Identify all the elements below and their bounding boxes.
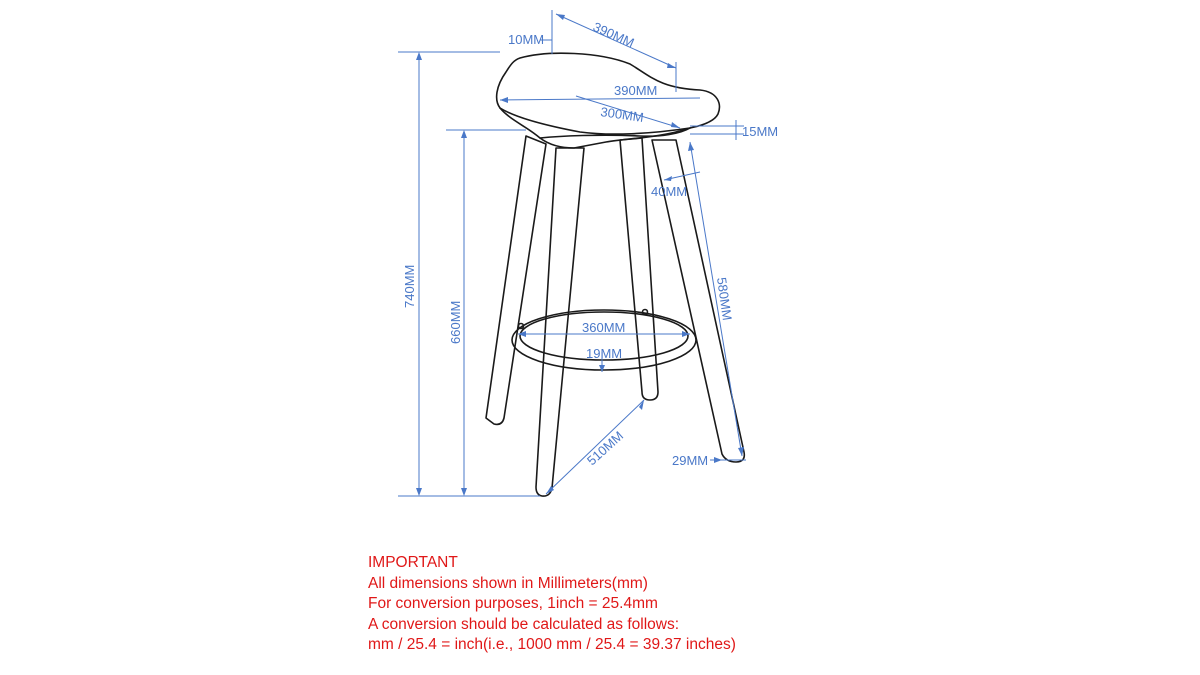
leg-back-right xyxy=(620,138,658,400)
footrest-bolt-right xyxy=(643,310,648,315)
notes-line-1: All dimensions shown in Millimeters(mm) xyxy=(368,574,648,592)
label-footrest-diameter: 360MM xyxy=(582,320,626,335)
leg-front-left xyxy=(536,148,584,496)
notes-line-2: For conversion purposes, 1inch = 25.4mm xyxy=(368,595,658,612)
notes-line-3: A conversion should be calculated as follows: xyxy=(368,615,680,633)
label-seat-top-width: 390MM xyxy=(590,19,637,51)
label-base-span: 510MM xyxy=(583,428,627,469)
label-footrest-thickness: 19MM xyxy=(586,346,623,361)
seat-top xyxy=(497,53,720,134)
seat-edge xyxy=(540,128,690,138)
label-leg-length: 580MM xyxy=(714,276,735,322)
leg-back-left xyxy=(486,136,546,424)
label-seat-lip: 10MM xyxy=(508,32,545,47)
important-notes xyxy=(368,553,736,656)
label-seat-thickness: 15MM xyxy=(742,124,779,139)
seat-shell xyxy=(500,108,690,148)
label-seat-inner: 300MM xyxy=(599,104,645,126)
notes-heading: IMPORTANT xyxy=(368,554,458,571)
notes-line-4: mm / 25.4 = inch(i.e., 1000 mm / 25.4 = 39.37 inches) xyxy=(368,636,736,653)
label-seat-depth: 390MM xyxy=(614,83,658,98)
label-overall-height: 740MM xyxy=(402,264,417,308)
dimension-labels xyxy=(402,19,778,468)
label-leg-width: 40MM xyxy=(651,184,688,199)
footrest-ring-outer xyxy=(512,310,696,370)
dimension-lines xyxy=(398,10,746,496)
label-seat-height: 660MM xyxy=(448,300,463,344)
label-leg-foot: 29MM xyxy=(672,453,709,468)
